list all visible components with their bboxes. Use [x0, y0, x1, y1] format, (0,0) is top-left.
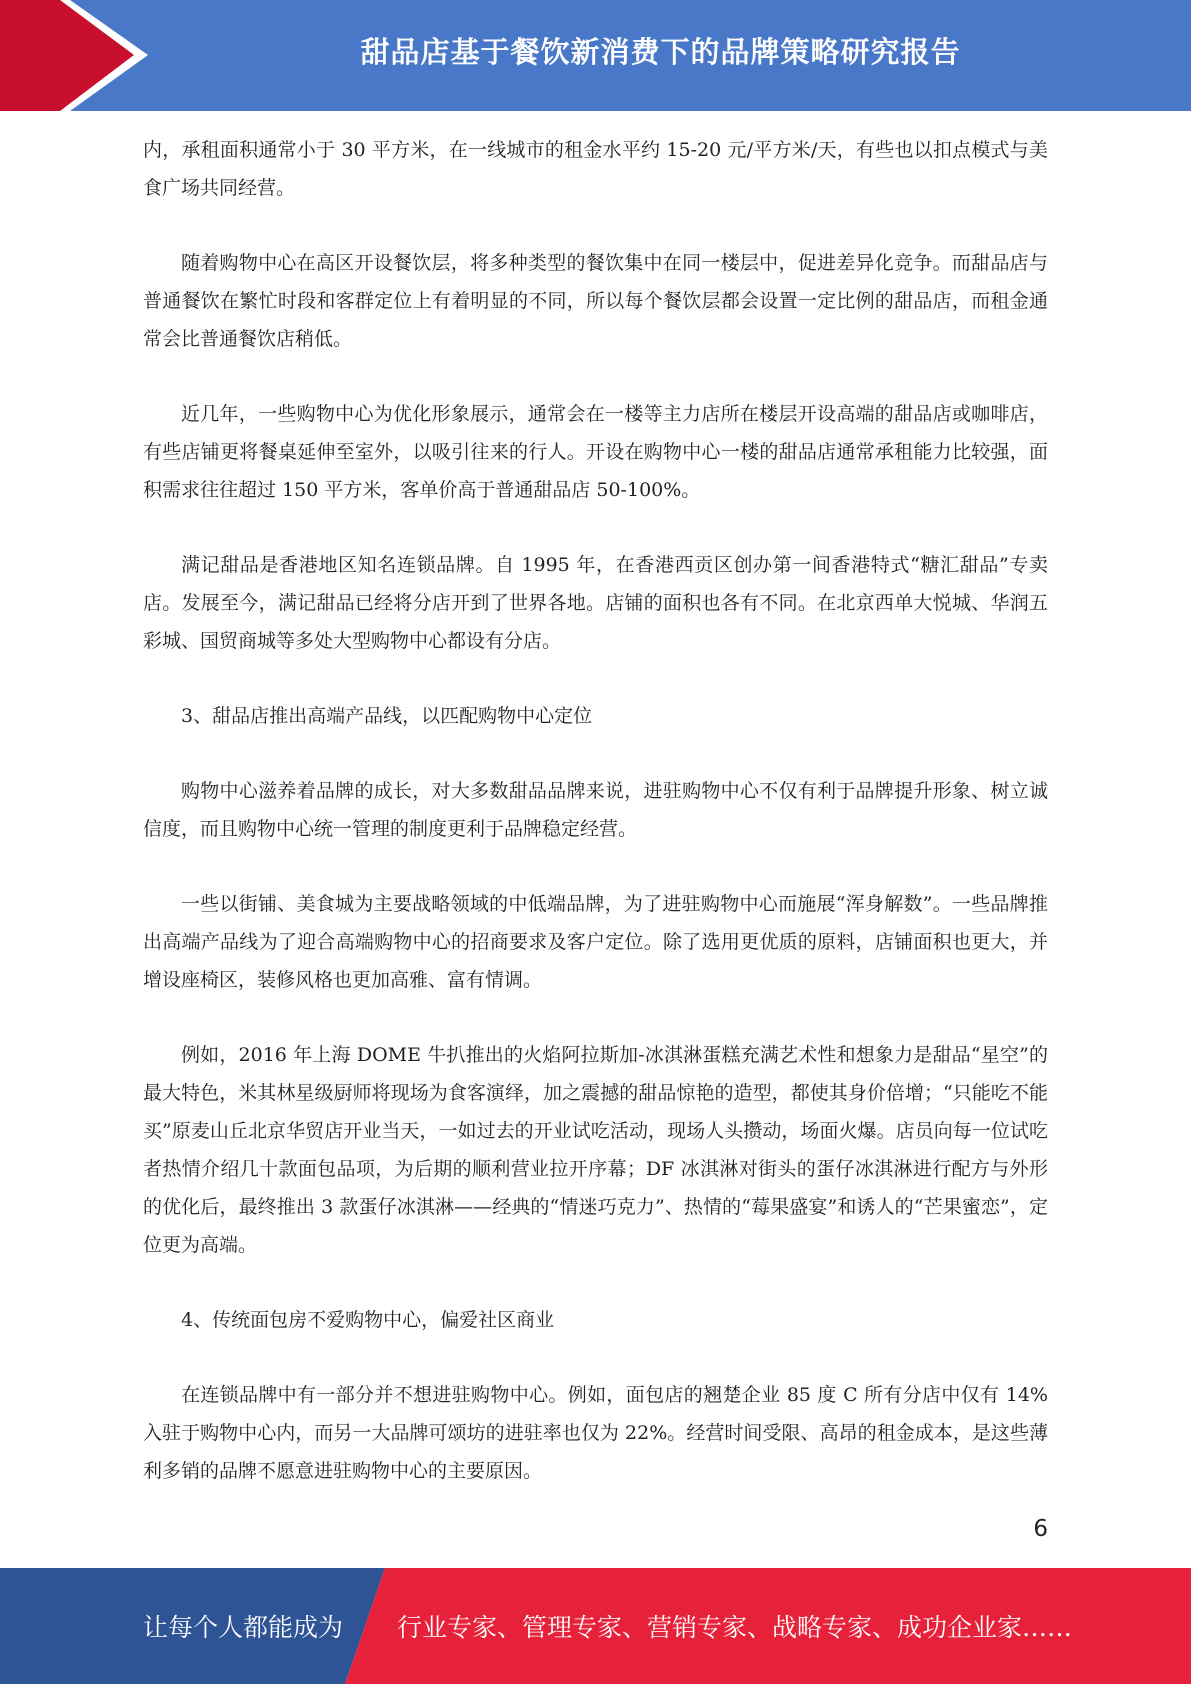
page-body	[143, 131, 1048, 1527]
header-arrow-decoration	[0, 0, 160, 111]
paragraph: 例如，2016 年上海 DOME 牛扒推出的火焰阿拉斯加-冰淇淋蛋糕充满艺术性和想象力是甜品“星空”的最大特色，米其林星级厨师将现场为食客演绎，加之震撼的甜品惊艳的造型，都使其身价倍增；“只能吃不能买”原麦山丘北京华贸店开业当天，一如过去的开业试吃活动，现场人头攒动，场面火爆。店员向每一位试吃者热情介绍几十款面包品项，为后期的顺利营业拉开序幕；DF 冰淇淋对街头的蛋仔冰淇淋进行配方与外形的优化后，最终推出 3 款蛋仔冰淇淋——经典的“情迷巧克力”、热情的“莓果盛宴”和诱人的“芒果蜜恋”，定位更为高端。	[143, 1044, 1048, 1256]
footer-slogan-right: 行业专家、管理专家、营销专家、战略专家、成功企业家……	[397, 1613, 1073, 1642]
section-heading: 3、甜品店推出高端产品线，以匹配购物中心定位	[181, 705, 593, 727]
paragraph: 购物中心滋养着品牌的成长，对大多数甜品品牌来说，进驻购物中心不仅有利于品牌提升形象、树立诚信度，而且购物中心统一管理的制度更利于品牌稳定经营。	[143, 780, 1048, 840]
report-title: 甜品店基于餐饮新消费下的品牌策略研究报告	[360, 34, 961, 69]
footer-slogan-left: 让每个人都能成为	[143, 1613, 344, 1642]
page-header	[0, 0, 1191, 111]
page-number: 6	[1033, 1516, 1048, 1542]
page-footer	[0, 1568, 1191, 1684]
section-heading: 4、传统面包房不爱购物中心，偏爱社区商业	[181, 1309, 555, 1331]
paragraph: 近几年，一些购物中心为优化形象展示，通常会在一楼等主力店所在楼层开设高端的甜品店或咖啡店，有些店铺更将餐桌延伸至室外，以吸引往来的行人。开设在购物中心一楼的甜品店通常承租能力比较强，面积需求往往超过 150 平方米，客单价高于普通甜品店 50-100%。	[143, 403, 1048, 501]
paragraph: 内，承租面积通常小于 30 平方米，在一线城市的租金水平约 15-20 元/平方米/天，有些也以扣点模式与美食广场共同经营。	[143, 139, 1048, 199]
paragraph: 在连锁品牌中有一部分并不想进驻购物中心。例如，面包店的翘楚企业 85 度 C 所有分店中仅有 14%入驻于购物中心内，而另一大品牌可颂坊的进驻率也仅为 22%。经营时间受限、高昂的租金成本，是这些薄利多销的品牌不愿意进驻购物中心的主要原因。	[143, 1384, 1048, 1482]
paragraph: 随着购物中心在高区开设餐饮层，将多种类型的餐饮集中在同一楼层中，促进差异化竞争。而甜品店与普通餐饮在繁忙时段和客群定位上有着明显的不同，所以每个餐饮层都会设置一定比例的甜品店，而租金通常会比普通餐饮店稍低。	[143, 252, 1048, 350]
paragraph: 满记甜品是香港地区知名连锁品牌。自 1995 年，在香港西贡区创办第一间香港特式“糖汇甜品”专卖店。发展至今，满记甜品已经将分店开到了世界各地。店铺的面积也各有不同。在北京西单大悦城、华润五彩城、国贸商城等多处大型购物中心都设有分店。	[143, 554, 1048, 652]
paragraph: 一些以街铺、美食城为主要战略领域的中低端品牌，为了进驻购物中心而施展“浑身解数”。一些品牌推出高端产品线为了迎合高端购物中心的招商要求及客户定位。除了选用更优质的原料，店铺面积也更大，并增设座椅区，装修风格也更加高雅、富有情调。	[143, 893, 1048, 991]
